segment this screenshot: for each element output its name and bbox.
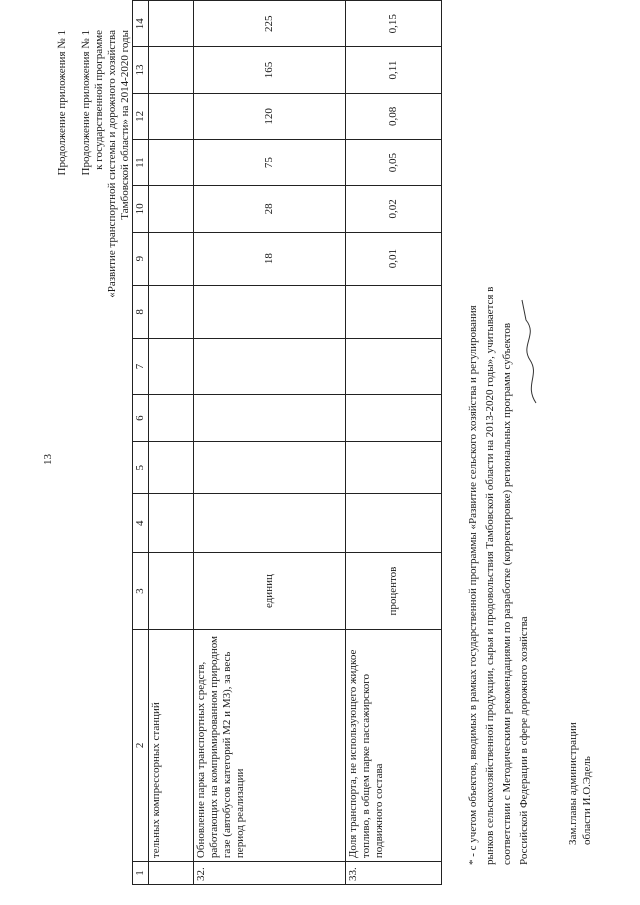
value-2015: 18: [194, 232, 346, 285]
footnote: [465, 0, 533, 865]
footnote-line: рынков сельскохозяйственной продукции, сырья и продовольствия Тамбовской области на 2013-2020 годы», учитывается в: [484, 286, 496, 865]
header-line-2: к государственной программе: [93, 30, 105, 170]
value-2020: 225: [194, 1, 346, 47]
col-header: 12: [133, 93, 149, 139]
table-row: [346, 1, 442, 885]
col-header: 4: [133, 494, 149, 553]
table-row: [149, 1, 194, 885]
col-header: 13: [133, 47, 149, 93]
signatory-name: области И.О.Эдель: [581, 756, 593, 845]
unit: единиц: [194, 553, 346, 629]
column-number-row: [133, 1, 149, 885]
col-header: 1: [133, 862, 149, 885]
value-2018: 120: [194, 93, 346, 139]
value-2020: 0,15: [346, 1, 442, 47]
footnote-line: Российской Федерации в сфере дорожного хозяйства: [518, 616, 530, 865]
value-2019: 165: [194, 47, 346, 93]
value-2016: 0,02: [346, 186, 442, 232]
value-2015: 0,01: [346, 232, 442, 285]
row-number: 33.: [346, 862, 442, 885]
col-header: 10: [133, 186, 149, 232]
col-header: 11: [133, 139, 149, 185]
table-row: [194, 1, 346, 885]
header-line-3: «Развитие транспортной системы и дорожного хозяйства: [106, 30, 118, 298]
value-2016: 28: [194, 186, 346, 232]
footnote-line: * - с учетом объектов, вводимых в рамках государственной программы «Развитие сельского хозяйства и регулирования: [467, 305, 479, 865]
col-header: 2: [133, 629, 149, 861]
col-header: 5: [133, 442, 149, 494]
value-2017: 75: [194, 139, 346, 185]
col-header: 6: [133, 394, 149, 442]
page-number: 13: [42, 454, 54, 465]
value-2019: 0,11: [346, 47, 442, 93]
row-number: 32.: [194, 862, 346, 885]
indicator-name: Обновление парка транспортных средств, работающих на компримированном природном газе (автобусов категорий M2 и M3), за весь период реализации: [194, 629, 346, 861]
signature-block: [566, 722, 594, 845]
appendix-header: [80, 30, 132, 298]
unit: процентов: [346, 553, 442, 629]
indicator-name: Доля транспорта, не использующего жидкое топливо, в общем парке пассажирского подвижного состава: [346, 629, 442, 861]
handwritten-signature-mark: [518, 295, 542, 405]
header-line-4: Тамбовской области» на 2014-2020 годы: [119, 30, 131, 220]
header-line-1: Продолжение приложения № 1: [80, 30, 92, 176]
signatory-title: Зам.главы администрации: [567, 722, 579, 845]
col-header: 3: [133, 553, 149, 629]
indicator-name: тельных компрессорных станций: [149, 629, 194, 861]
col-header: 8: [133, 285, 149, 339]
indicators-table: [132, 0, 442, 885]
col-header: 9: [133, 232, 149, 285]
footnote-line: соответствии с Методическими рекомендациями по разработке (корректировке) региональных программ субъектов: [501, 322, 513, 865]
continuation-label: Продолжение приложения № 1: [56, 30, 68, 176]
col-header: 14: [133, 1, 149, 47]
col-header: 7: [133, 339, 149, 395]
value-2018: 0,08: [346, 93, 442, 139]
value-2017: 0,05: [346, 139, 442, 185]
